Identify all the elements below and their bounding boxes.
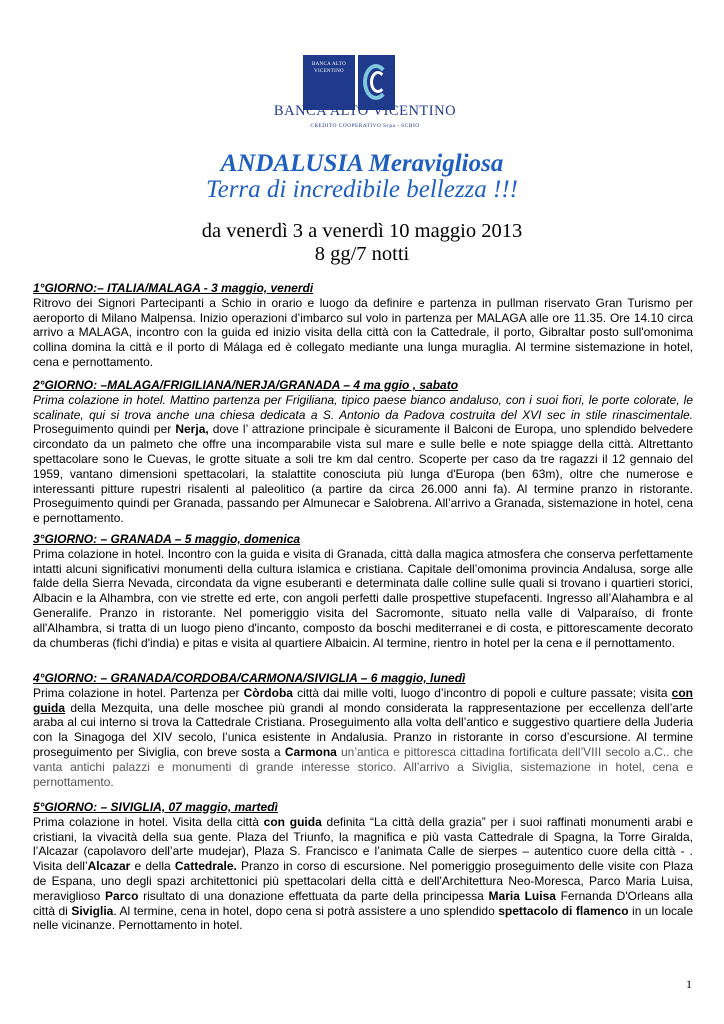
place-name: Còrdoba [243, 685, 293, 700]
place-name: Nerja, [175, 422, 209, 437]
place-name: Alcazar [87, 859, 131, 874]
document-subtitle: Terra di incredibile bellezza !!! [206, 176, 518, 203]
bank-logo [250, 45, 480, 140]
trip-duration: 8 gg/7 notti [314, 243, 410, 265]
trip-dates: da venerdì 3 a venerdì 10 maggio 2013 [201, 220, 523, 242]
place-name: Siviglia [71, 903, 114, 918]
page-number: 1 [686, 977, 692, 991]
day-text: Pranzo in corso di escursione. Nel pomeriggio proseguimento delle visite con Plaza de Espana, uno degli spazi architettonici più spettacolari della città e dell'Architettura Neo-Moresca, Parco Maria Luisa, meraviglioso [33, 859, 694, 903]
day-title: 2°GIORNO: –MALAGA/FRIGILIANA/NERJA/GRANADA – 4 ma ggio , sabato [33, 378, 459, 392]
day-text: risultato di una donazione effettuata da parte della principessa [138, 888, 489, 903]
guide-note: con guida [263, 814, 322, 829]
day-description [33, 815, 693, 933]
day-title: 4°GIORNO: – GRANADA/CORDOBA/CARMONA/SIVIGLIA – 6 maggio, lunedì [33, 671, 466, 685]
day-text: definita “La città della grazia” per i suoi raffinati monumenti arabi e cristiani, la vivacità della sua gente. Plaza del Triunfo, la magnifica e più vasta Cattedrale di Spagna, la Torre Giralda, l’Alcazar (capolavoro dell’arte mudejar), Plaza S. Francisco e l’animata Calle de sierpes – autentico cuore della città - . Visita dell’ [33, 814, 693, 874]
event-name: spettacolo di flamenco [498, 903, 629, 918]
day-title: 5°GIORNO: – SIVIGLIA, 07 maggio, martedì [33, 800, 278, 814]
day-text: in un locale nelle vicinanze. Pernottamento in hotel. [33, 903, 694, 933]
logo-emblem [303, 55, 355, 110]
logo-cc-icon [358, 55, 395, 110]
guide-note: con guida [33, 685, 694, 715]
day-title: 1°GIORNO:– ITALIA/MALAGA - 3 maggio, venerdi [33, 281, 314, 295]
day-section-3 [33, 532, 693, 650]
day-section-1 [33, 281, 693, 370]
place-name: Carmona [284, 744, 337, 759]
day-description: Ritrovo dei Signori Partecipanti a Schio in orario e luogo da definire e partenza in pullman riservato Gran Turismo per aeroporto di Milano Malpensa. Inizio operazioni d’imbarco sul volo in partenza per MALAGA alle ore 11.35. Ore 14.10 circa arrivo a MALAGA, incontro con la guida ed inizio visita della città con la Cattedrale, il porto, Gibraltar posto sull'omonima collina domina la città e il porto di Málaga ed è collegato mediante una lunga muraglia. Al termine sistemazione in hotel, cena e pernottamento. [33, 295, 693, 369]
day-text-grey: un’antica e pittoresca cittadina fortificata dell’VIII secolo a.C.. che vanta antichi palazzi e monumenti di grande interesse storico. All’arrivo a Siviglia, sistemazione in hotel, cena e pernottamento. [33, 744, 693, 789]
day-section-5 [33, 800, 693, 933]
day-text: Prima colazione in hotel. Visita della città [33, 814, 264, 829]
day-description: Prima colazione in hotel. Incontro con la guida e visita di Granada, città dalla magica atmosfera che conserva perfettamente intatti alcuni significativi monumenti della cultura islamica e cristiana. Capitale dell’omonima provincia Andalusa, sorge alle falde della Sierra Nevada, circondata da vigne esuberanti e determinata dalle colline sulle quali si trovano i quartieri storici, Albacin e la Alhambra, con vie strette ed erte, con angoli perfetti dalle prospettive stupefacenti. Ingresso all’Alahambra e al Generalife. Pranzo in ristorante. Nel pomeriggio visita del Sacromonte, situato nella valle di Valparaíso, di fronte all'Alhambra, si tratta di un luogo pieno d'incanto, composto da boschi mediterranei e di costa, e pittorescamente decorato da chumberas (fichi d'india) e pitas e visita al quartiere Albaicin. Al termine, rientro in hotel per la cena e il pernottamento. [33, 546, 693, 650]
logo-subtitle: CREDITO COOPERATIVO Scpa - SCHIO [310, 123, 420, 129]
place-name: Cattedrale. [174, 859, 237, 874]
day-text: . Al termine, cena in hotel, dopo cena si potrà assistere a uno splendido [113, 903, 499, 918]
day-description [33, 686, 693, 790]
day-text: città dai mille volti, luogo d’incontro di popoli e culture passate; visita [292, 685, 672, 700]
day-section-2 [33, 378, 693, 526]
day-text: Prima colazione in hotel. Partenza per [33, 685, 244, 700]
person-name: Maria Luisa [488, 888, 556, 903]
logo-name: BANCA ALTO VICENTINO [273, 103, 457, 119]
day-description-italic: Prima colazione in hotel. Mattino partenza per Frigiliana, tipico paese bianco andaluso, con i suoi fiori, le porte colorate, le scalinate, qui si trova anche una chiesa dedicata a S. Antonio da Padova costruita del XVI sec in stile rinascimentale. [33, 392, 693, 422]
day-text: Fernanda D'Orleans alla città di [33, 888, 693, 918]
day-description [33, 393, 693, 526]
place-name: Parco [105, 888, 139, 903]
day-section-4 [33, 671, 693, 789]
document-title: ANDALUSIA Meravigliosa [220, 150, 504, 177]
day-text: e della [130, 859, 175, 874]
logo-mark [303, 55, 395, 110]
day-text: dove l’ attrazione principale è sicuramente il Balconi de Europa, uno splendido belvedere circondato da un palmeto che offre una incomparabile vista sul mare e sulle belle e note spiagge della città. Altrettanto spettacolare sono le Cuevas, le grotte situate a soli tre km dal centro. Scoperte per caso da tre ragazzi il 12 gennaio del 1959, vantano dimensioni spettacolari, la stalattite conosciuta più lunga d'Europa (ben 63m), oltre che numerose e interessanti pitture rupestri risalenti al paleolitico (a partire da circa 26.000 anni fa). Al termine pranzo in ristorante. Proseguimento quindi per Granada, passando per Almunecar e Salobrena. All’arrivo a Granada, sistemazione in hotel, cena e pernottamento. [33, 422, 693, 526]
day-text: Proseguimento quindi per [33, 422, 176, 437]
day-text: della Mezquita, una delle moschee più grandi al mondo considerata la rappresentazione per eccellenza dell’arte araba al cui interno si trova la Cattedrale Cristiana. Proseguimento alla volta dell’antico e suggestivo quartiere della Juderia con la Sinagoga del XIV secolo, l’unica esistente in Andalusia. Pranzo in ristorante in corso d’escursione. Al termine proseguimento per Siviglia, con breve sosta a [33, 700, 693, 759]
logo-mark-text: BANCA ALTO VICENTINO [312, 62, 346, 74]
day-title: 3°GIORNO: – GRANADA – 5 maggio, domenica [33, 532, 301, 546]
